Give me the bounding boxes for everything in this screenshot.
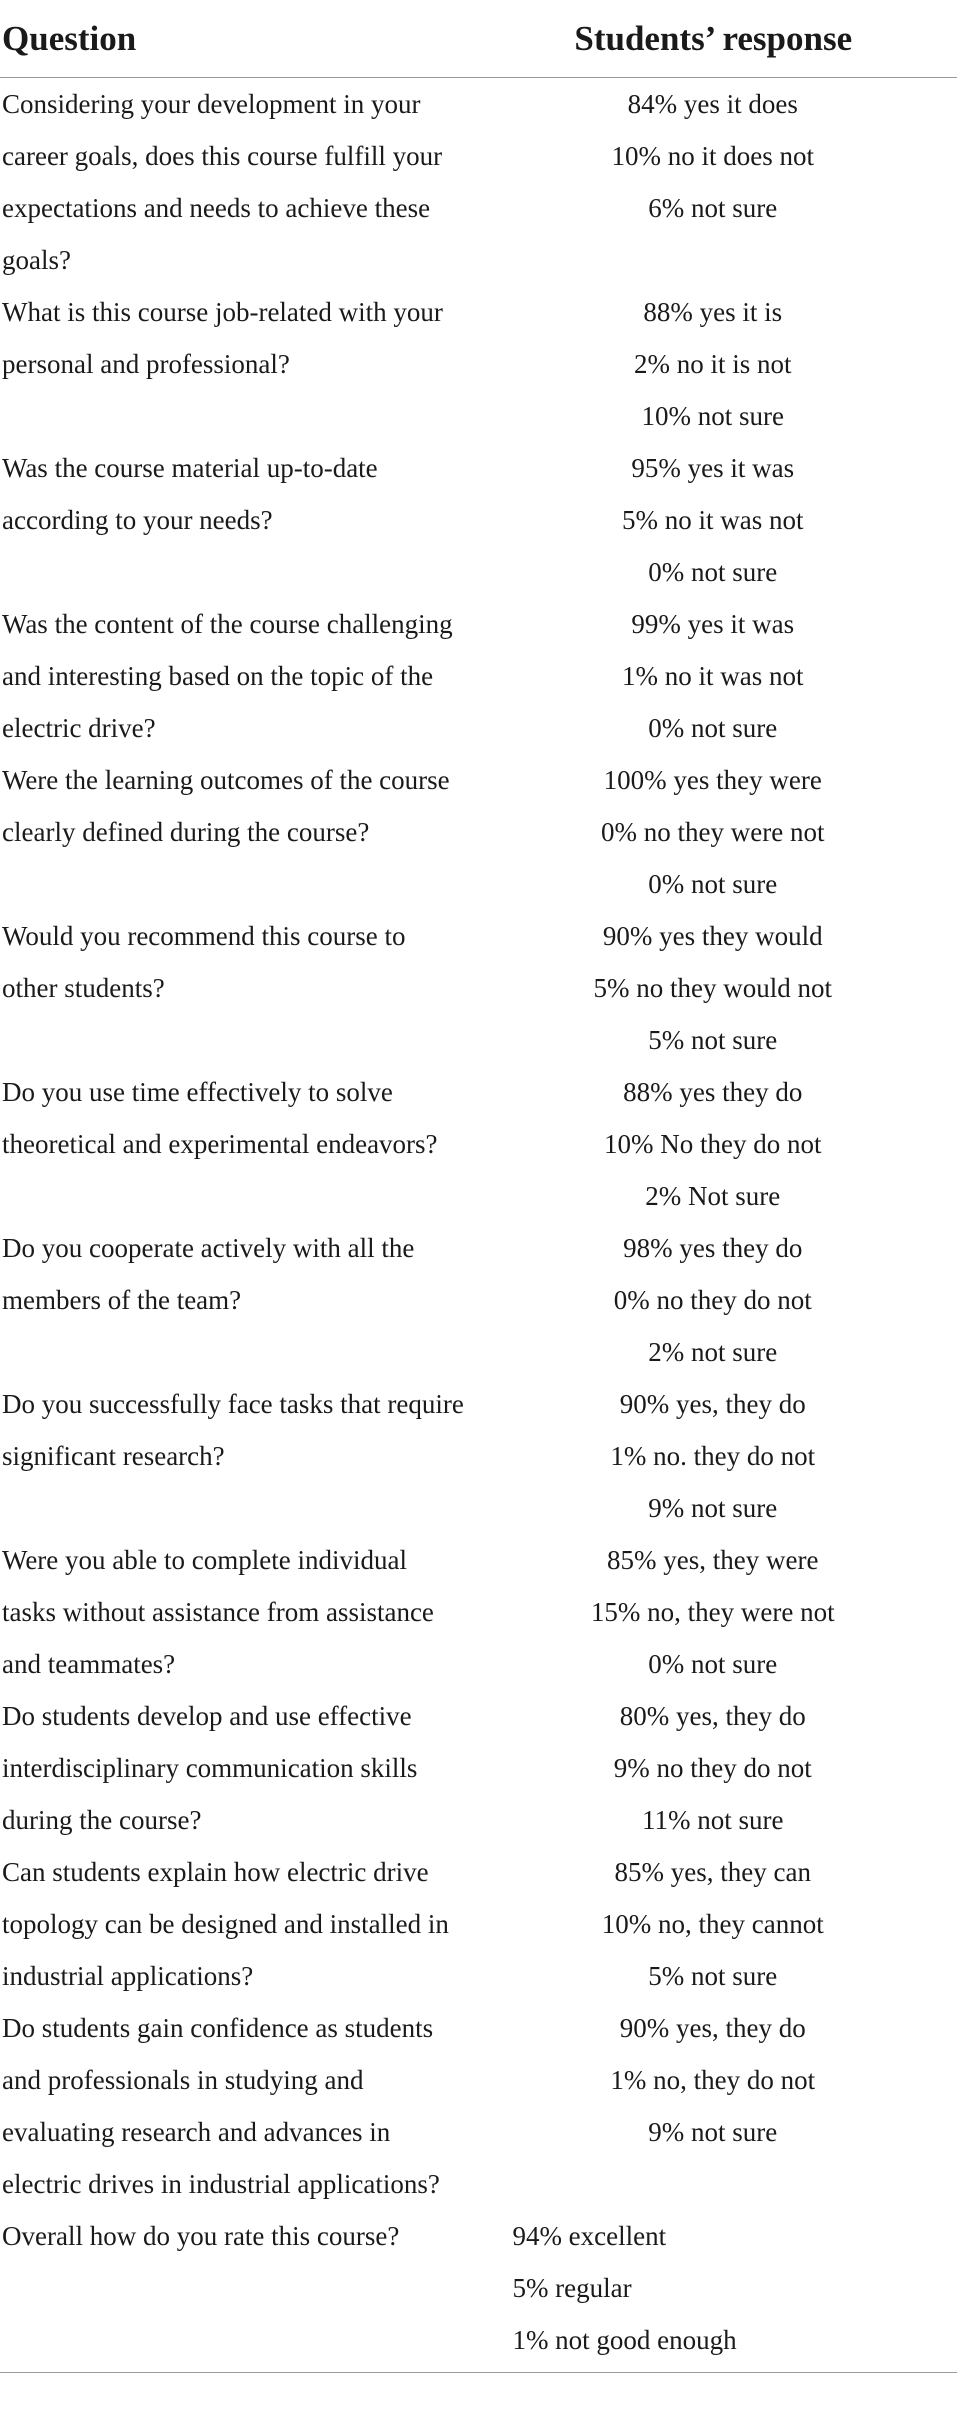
response-line: 1% not good enough bbox=[512, 2325, 737, 2355]
question-line: during the course? bbox=[2, 1805, 202, 1835]
response-line: 1% no it was not bbox=[622, 661, 804, 691]
response-cell bbox=[469, 78, 957, 234]
response-line: 5% not sure bbox=[648, 1025, 778, 1055]
question-line: members of the team? bbox=[2, 1285, 242, 1315]
response-line: 90% yes, they do bbox=[619, 1389, 806, 1419]
response-cell bbox=[469, 286, 957, 442]
response-cell bbox=[469, 1066, 957, 1222]
question-line: tasks without assistance from assistance bbox=[2, 1597, 434, 1627]
question-line: personal and professional? bbox=[2, 349, 290, 379]
question-line: Would you recommend this course to bbox=[2, 921, 406, 951]
response-cell bbox=[469, 754, 957, 910]
question-line: Do students develop and use effective bbox=[2, 1701, 412, 1731]
question-line: Was the course material up-to-date bbox=[2, 453, 378, 483]
table-row bbox=[0, 1222, 957, 1378]
response-line: 95% yes it was bbox=[631, 453, 795, 483]
table-row bbox=[0, 1378, 957, 1534]
response-line: 0% not sure bbox=[648, 1649, 778, 1679]
question-line: Were the learning outcomes of the course bbox=[2, 765, 450, 795]
response-line: 0% not sure bbox=[648, 713, 778, 743]
question-cell bbox=[0, 442, 489, 546]
header-question: Question bbox=[2, 18, 137, 58]
response-cell bbox=[469, 442, 957, 598]
question-cell bbox=[0, 1066, 489, 1170]
response-cell bbox=[469, 910, 957, 1066]
table-row bbox=[0, 1846, 957, 2002]
table-row bbox=[0, 754, 957, 910]
question-cell bbox=[0, 598, 489, 754]
question-line: What is this course job-related with your bbox=[2, 297, 443, 327]
response-cell bbox=[469, 598, 957, 754]
response-cell bbox=[469, 1222, 957, 1378]
response-line: 88% yes they do bbox=[623, 1077, 803, 1107]
question-line: electric drive? bbox=[2, 713, 156, 743]
question-cell bbox=[0, 754, 489, 858]
table-row bbox=[0, 1690, 957, 1846]
question-line: other students? bbox=[2, 973, 165, 1003]
question-line: and teammates? bbox=[2, 1649, 176, 1679]
response-cell bbox=[468, 2210, 957, 2366]
question-line: significant research? bbox=[2, 1441, 225, 1471]
response-line: 80% yes, they do bbox=[619, 1701, 806, 1731]
response-line: 85% yes, they were bbox=[607, 1545, 819, 1575]
response-line: 1% no. they do not bbox=[610, 1441, 816, 1471]
table-body bbox=[0, 78, 957, 2366]
question-line: interdisciplinary communication skills bbox=[2, 1753, 418, 1783]
question-line: Do you cooperate actively with all the bbox=[2, 1233, 415, 1263]
question-line: evaluating research and advances in bbox=[2, 2117, 391, 2147]
question-line: expectations and needs to achieve these bbox=[2, 193, 431, 223]
response-line: 100% yes they were bbox=[603, 765, 822, 795]
table-header bbox=[0, 0, 957, 78]
question-cell bbox=[0, 1378, 489, 1482]
question-line: Overall how do you rate this course? bbox=[2, 2221, 400, 2251]
response-line: 15% no, they were not bbox=[590, 1597, 835, 1627]
question-line: topology can be designed and installed in bbox=[2, 1909, 449, 1939]
response-line: 0% not sure bbox=[648, 869, 778, 899]
question-cell bbox=[0, 78, 489, 286]
question-line: Were you able to complete individual bbox=[2, 1545, 407, 1575]
response-line: 2% Not sure bbox=[645, 1181, 781, 1211]
response-line: 85% yes, they can bbox=[614, 1857, 811, 1887]
response-line: 5% no it was not bbox=[622, 505, 804, 535]
question-line: Do you successfully face tasks that require bbox=[2, 1389, 464, 1419]
question-line: Do students gain confidence as students bbox=[2, 2013, 434, 2043]
response-line: 9% not sure bbox=[648, 1493, 778, 1523]
question-line: industrial applications? bbox=[2, 1961, 254, 1991]
table-row bbox=[0, 598, 957, 754]
table-row bbox=[0, 2210, 957, 2366]
question-line: theoretical and experimental endeavors? bbox=[2, 1129, 438, 1159]
response-line: 9% not sure bbox=[648, 2117, 778, 2147]
question-line: electric drives in industrial applications? bbox=[2, 2169, 440, 2199]
question-line: Considering your development in your bbox=[2, 89, 421, 119]
response-line: 5% no they would not bbox=[593, 973, 832, 1003]
response-line: 90% yes they would bbox=[602, 921, 823, 951]
question-line: Can students explain how electric drive bbox=[2, 1857, 429, 1887]
question-cell bbox=[0, 1690, 489, 1846]
response-line: 2% no it is not bbox=[633, 349, 792, 379]
response-cell bbox=[469, 1378, 957, 1534]
question-cell bbox=[0, 1222, 489, 1326]
response-line: 2% not sure bbox=[648, 1337, 778, 1367]
response-line: 84% yes it does bbox=[627, 89, 798, 119]
response-line: 6% not sure bbox=[648, 193, 778, 223]
response-line: 10% No they do not bbox=[604, 1129, 822, 1159]
response-cell bbox=[469, 2002, 957, 2158]
response-line: 94% excellent bbox=[512, 2221, 667, 2251]
bottom-rule bbox=[0, 2372, 957, 2373]
question-line: according to your needs? bbox=[2, 505, 273, 535]
response-line: 10% no, they cannot bbox=[601, 1909, 824, 1939]
response-line: 1% no, they do not bbox=[610, 2065, 816, 2095]
response-cell bbox=[469, 1534, 957, 1690]
response-line: 10% not sure bbox=[641, 401, 784, 431]
response-cell bbox=[469, 1846, 957, 2002]
question-cell bbox=[0, 2002, 489, 2210]
table-row bbox=[0, 78, 957, 286]
question-cell bbox=[0, 286, 489, 390]
question-line: Do you use time effectively to solve bbox=[2, 1077, 393, 1107]
response-line: 90% yes, they do bbox=[619, 2013, 806, 2043]
question-line: career goals, does this course fulfill your bbox=[2, 141, 443, 171]
question-line: Was the content of the course challenging bbox=[2, 609, 453, 639]
table-row bbox=[0, 286, 957, 442]
question-cell bbox=[0, 1534, 489, 1690]
response-line: 10% no it does not bbox=[611, 141, 814, 171]
response-cell bbox=[469, 1690, 957, 1846]
response-line: 0% no they do not bbox=[613, 1285, 812, 1315]
question-line: clearly defined during the course? bbox=[2, 817, 370, 847]
table-row bbox=[0, 2002, 957, 2210]
question-line: goals? bbox=[2, 245, 71, 275]
response-line: 0% no they were not bbox=[601, 817, 825, 847]
question-cell bbox=[0, 2210, 488, 2262]
response-line: 5% not sure bbox=[648, 1961, 778, 1991]
table-row bbox=[0, 442, 957, 598]
response-line: 98% yes they do bbox=[623, 1233, 803, 1263]
question-line: and interesting based on the topic of the bbox=[2, 661, 434, 691]
response-line: 11% not sure bbox=[642, 1805, 784, 1835]
header-response: Students’ response bbox=[574, 18, 853, 58]
question-cell bbox=[0, 910, 489, 1014]
response-line: 0% not sure bbox=[648, 557, 778, 587]
table-row bbox=[0, 910, 957, 1066]
table-row bbox=[0, 1534, 957, 1690]
response-line: 99% yes it was bbox=[631, 609, 795, 639]
response-line: 88% yes it is bbox=[643, 297, 783, 327]
question-cell bbox=[0, 1846, 489, 2002]
response-line: 5% regular bbox=[512, 2273, 632, 2303]
response-line: 9% no they do not bbox=[613, 1753, 812, 1783]
question-line: and professionals in studying and bbox=[2, 2065, 364, 2095]
table-row bbox=[0, 1066, 957, 1222]
